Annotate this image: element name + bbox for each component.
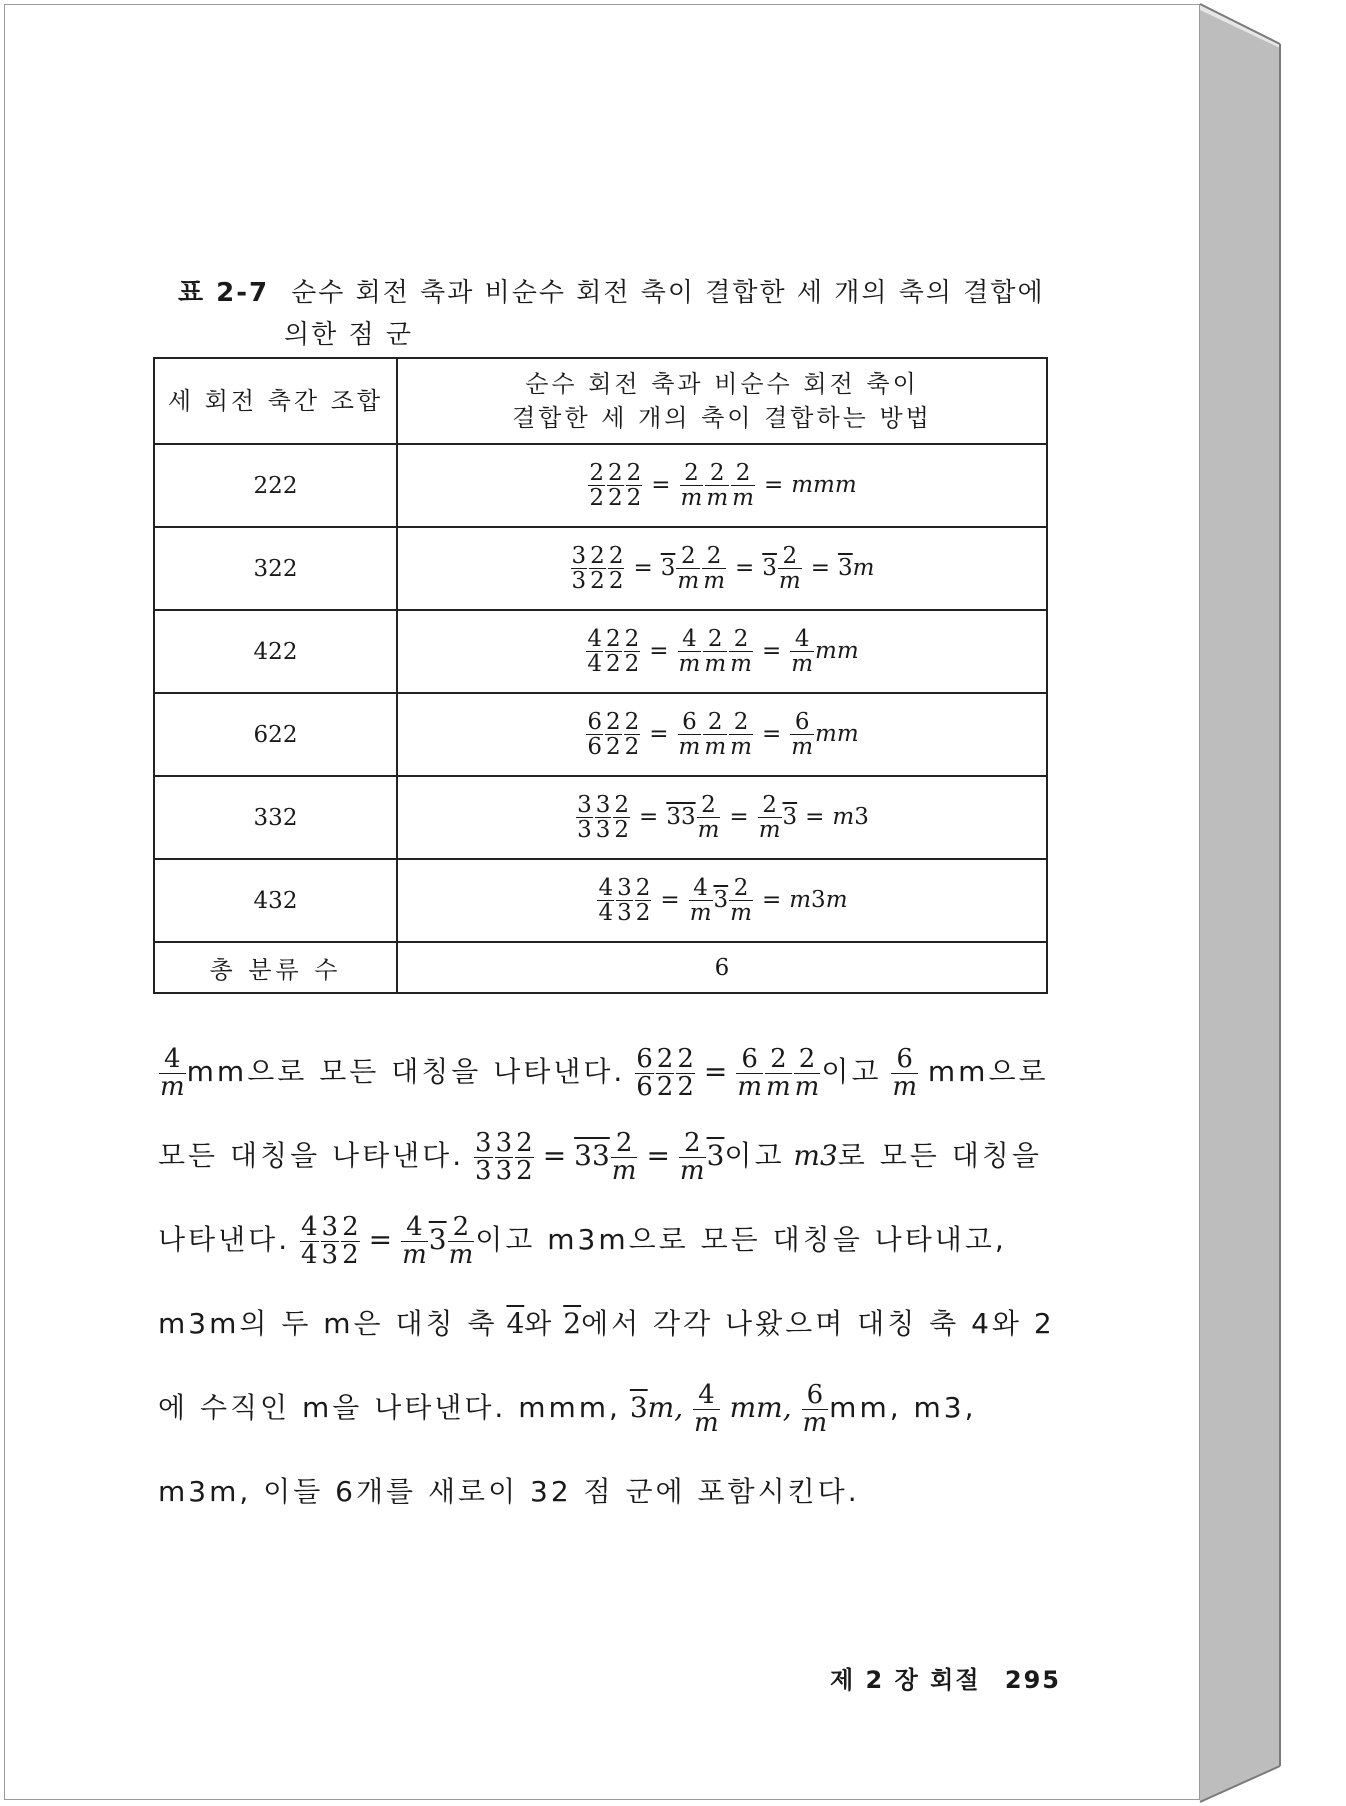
expression-332: $\frac{3}{3}$ $\frac{3}{3}$ $\frac{2}{2}$ = 33 $\frac{2}{m}$ = $\frac{2}{m}$ 3 = m3 [577,791,869,843]
text-run: 와 [524,1307,555,1340]
expression-432: $\frac{4}{4}$ $\frac{3}{3}$ $\frac{2}{2}$ = $\frac{4}{m}$ 3 $\frac{2}{m}$ = m3m [598,874,848,926]
text-run: mm, [729,1391,792,1424]
combo-cell: 622 [154,693,397,776]
chapter-title: 제 2 장 회절 [830,1666,981,1694]
text-run: 이고 [724,1139,785,1172]
math-6-over-m: $\frac{6}{m}$ [802,1379,828,1438]
expression-cell [397,859,1047,942]
expression-322: $\frac{3}{3}$ $\frac{2}{2}$ $\frac{2}{2}$ = 3 $\frac{2}{m}$ $\frac{2}{m}$ = 3 $\frac{2}{m}$ = 3m [571,542,875,594]
expression-cell [397,693,1047,776]
combo-cell: 322 [154,527,397,610]
page-footer [830,1660,1061,1695]
math-4-over-4: $\frac{4}{4}$ [301,1211,318,1270]
table-row [154,444,1047,527]
header-combination: 세 회전 축간 조합 [154,358,397,444]
combo-cell: 332 [154,776,397,859]
header-method-line1: 순수 회전 축과 비순수 회전 축이 [525,370,919,398]
caption-line2: 의한 점 군 [284,320,413,350]
table-row [154,693,1047,776]
text-run: 4 [506,1307,525,1340]
text-run: mm으로 모든 대칭을 나타낸다. [186,1055,626,1088]
header-method-line2: 결합한 세 개의 축이 결합하는 방법 [512,404,932,432]
text-run: 이고 [821,1055,882,1088]
text-run: m3 [793,1139,838,1172]
expression-422: $\frac{4}{4}$ $\frac{2}{2}$ $\frac{2}{2}$ = $\frac{4}{m}$ $\frac{2}{m}$ $\frac{2}{m}$ = $\frac{4}{m}$ mm [587,625,859,677]
total-value: 6 [397,942,1047,993]
caption-line1: 순수 회전 축과 비순수 회전 축이 결합한 세 개의 축의 결합에 [291,278,1045,308]
table-caption [178,272,1058,356]
text-run: mm으로 모든 대칭을 나타낸다. [158,1055,1049,1172]
math-4-over-m: $\frac{4}{m}$ [160,1043,185,1102]
expression-cell [397,776,1047,859]
point-group-table [153,357,1048,994]
table-total-row [154,942,1047,993]
text-run: 2 [563,1307,582,1340]
page-number: 295 [1004,1666,1061,1694]
total-label: 총 분류 수 [154,942,397,993]
expression-cell [397,610,1047,693]
math-3-over-3: $\frac{3}{3}$ [475,1127,492,1186]
expression-222: $\frac{2}{2}$ $\frac{2}{2}$ $\frac{2}{2}$ = $\frac{2}{m}$ $\frac{2}{m}$ $\frac{2}{m}$ = mmm [589,459,857,511]
table-row [154,610,1047,693]
math-4-over-m: $\frac{4}{m}$ [694,1379,719,1438]
header-method [397,358,1047,444]
combo-cell: 222 [154,444,397,527]
text-run: 에서 각각 나왔으며 대칭 축 4와 2에 수직인 m을 나타낸다. mmm, [158,1307,1055,1424]
table-row [154,776,1047,859]
caption-number: 표 2-7 [178,278,270,308]
expression-622: $\frac{6}{6}$ $\frac{2}{2}$ $\frac{2}{2}$ = $\frac{6}{m}$ $\frac{2}{m}$ $\frac{2}{m}$ = $\frac{6}{m}$ mm [587,708,859,760]
body-paragraph: $\frac{4}{m}$ mm으로 모든 대칭을 나타낸다. $\frac{6}{6}$ $\frac{2}{2}$ $\frac{2}{2}$ = $\frac{6}{m}$ $\frac{2}{m}$ $\frac{2}{m}$ 이고 $\frac{6}{m}$ mm으로 모든 대칭을 나타낸다. $\frac{3}{3}$ $\frac{3}{3}$ $\frac{2}{2}$ = 33 $\frac{2}{m}$ = $\frac{2}{m}$ 3이고 m3로 모든 대칭을 나타낸다. $\frac{4}{4}$ $\frac{3}{3}$ $\frac{2}{2}$ = $\frac{4}{m}$ 3 $\frac{2}{m}$ 이고 m3m으로 모든 대칭을 나타내고, m3m의 두 m은 대칭 축 4와 2에서 각각 나왔으며 대칭 축 4와 2에 수직인 m을 나타낸다. mmm, 3m, $\frac{4}{m}$ mm, $\frac{6}{m}$ mm, m3, m3m, 이들 6개를 새로이 32 점 군에 포함시킨다. [158,1043,1055,1508]
text-run: 로 모든 대칭을 나타낸다. [158,1139,1042,1256]
expression-cell [397,444,1047,527]
text-run: mm, m3, m3m, 이들 6개를 새로이 32 점 군에 포함시킨다. [158,1391,977,1508]
text-run: 3 [629,1391,648,1424]
text-run: m, [647,1391,684,1424]
expression-cell [397,527,1047,610]
table-row [154,527,1047,610]
combo-cell: 422 [154,610,397,693]
text-run: 이고 m3m으로 모든 대칭을 나타내고, m3m의 두 m은 대칭 축 [158,1223,1007,1340]
table-header-row [154,358,1047,444]
table-row [154,859,1047,942]
combo-cell: 432 [154,859,397,942]
math-6-over-6: $\frac{6}{6}$ [636,1043,653,1102]
math-6-over-m: $\frac{6}{m}$ [892,1043,917,1102]
